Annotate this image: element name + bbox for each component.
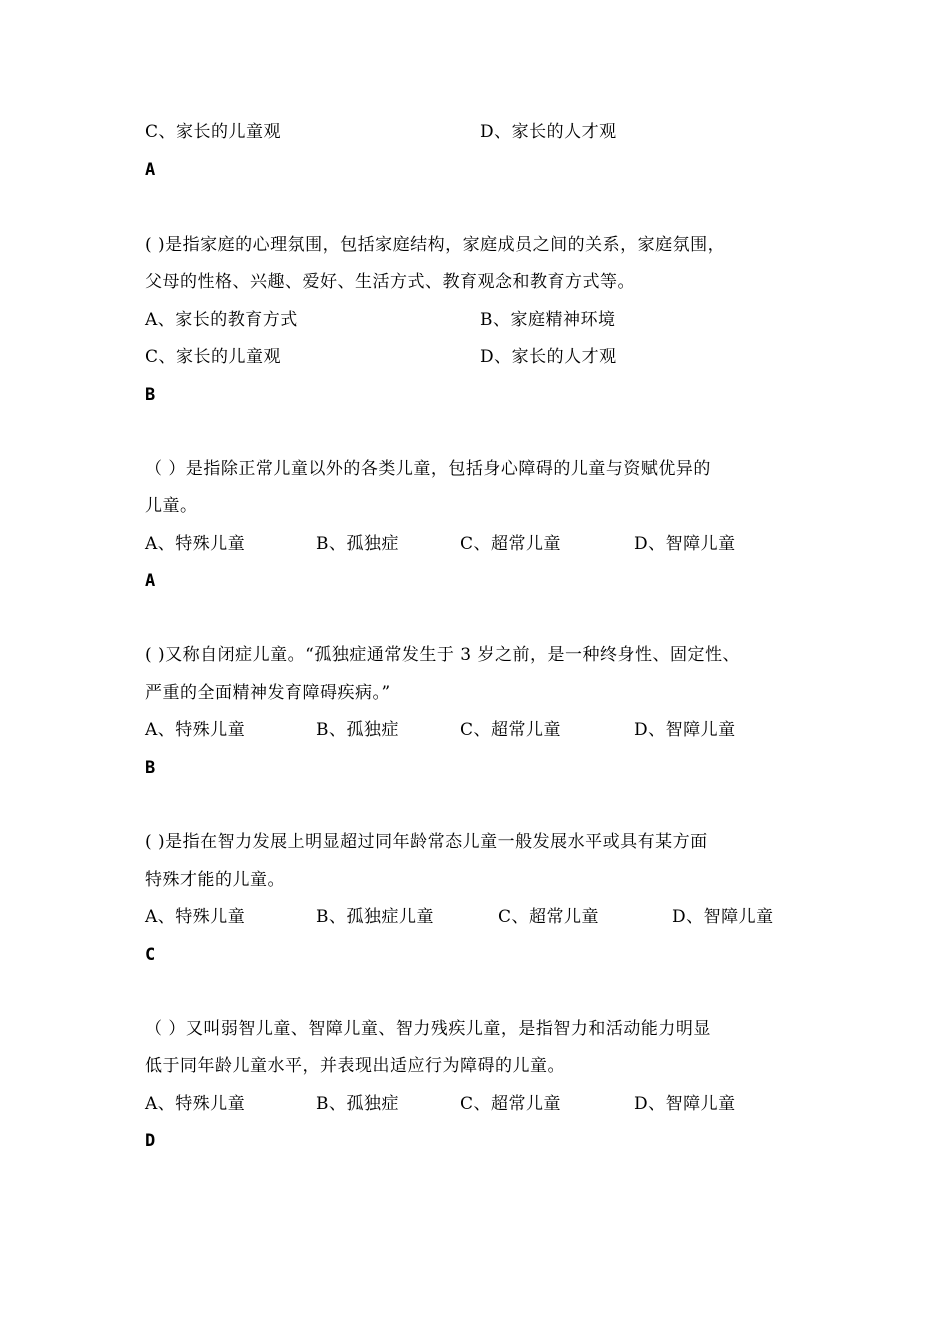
option-d: D、智障儿童 (634, 534, 736, 554)
option-a: A、家长的教育方式 (145, 310, 298, 330)
question-text-line: 父母的性格、兴趣、爱好、生活方式、教育观念和教育方式等。 (145, 272, 635, 292)
option-c: C、家长的儿童观 (145, 122, 282, 142)
option-b: B、孤独症 (316, 1094, 399, 1114)
option-c: C、家长的儿童观 (145, 347, 282, 367)
question-text-line: 特殊才能的儿童。 (145, 870, 285, 890)
question-text-line: 低于同年龄儿童水平，并表现出适应行为障碍的儿童。 (145, 1056, 565, 1076)
answer: D (145, 1131, 156, 1151)
option-b: B、孤独症儿童 (316, 907, 434, 927)
answer: B (145, 758, 156, 778)
option-c: C、超常儿童 (460, 534, 562, 554)
question-text-line: 儿童。 (145, 496, 198, 516)
question-text-line: ( )是指在智力发展上明显超过同年龄常态儿童一般发展水平或具有某方面 (145, 832, 708, 852)
question-text-line: ( )又称自闭症儿童。“孤独症通常发生于 3 岁之前，是一种终身性、固定性、 (145, 645, 740, 665)
answer: A (145, 571, 156, 591)
option-d: D、智障儿童 (634, 1094, 736, 1114)
option-d: D、家长的人才观 (480, 347, 617, 367)
option-c: C、超常儿童 (460, 720, 562, 740)
option-a: A、特殊儿童 (145, 534, 246, 554)
option-c: C、超常儿童 (498, 907, 600, 927)
option-d: D、智障儿童 (634, 720, 736, 740)
option-d: D、家长的人才观 (480, 122, 617, 142)
question-text-line: （ ）又叫弱智儿童、智障儿童、智力残疾儿童，是指智力和活动能力明显 (145, 1019, 711, 1039)
option-b: B、孤独症 (316, 720, 399, 740)
option-c: C、超常儿童 (460, 1094, 562, 1114)
option-a: A、特殊儿童 (145, 1094, 246, 1114)
option-a: A、特殊儿童 (145, 720, 246, 740)
option-b: B、孤独症 (316, 534, 399, 554)
option-a: A、特殊儿童 (145, 907, 246, 927)
question-text-line: 严重的全面精神发育障碍疾病。” (145, 683, 391, 703)
answer: A (145, 160, 156, 180)
option-b: B、家庭精神环境 (480, 310, 616, 330)
question-text-line: （ ）是指除正常儿童以外的各类儿童，包括身心障碍的儿童与资赋优异的 (145, 459, 711, 479)
answer: C (145, 945, 156, 965)
option-d: D、智障儿童 (672, 907, 774, 927)
answer: B (145, 385, 156, 405)
question-text-line: ( )是指家庭的心理氛围，包括家庭结构，家庭成员之间的关系，家庭氛围， (145, 235, 726, 255)
